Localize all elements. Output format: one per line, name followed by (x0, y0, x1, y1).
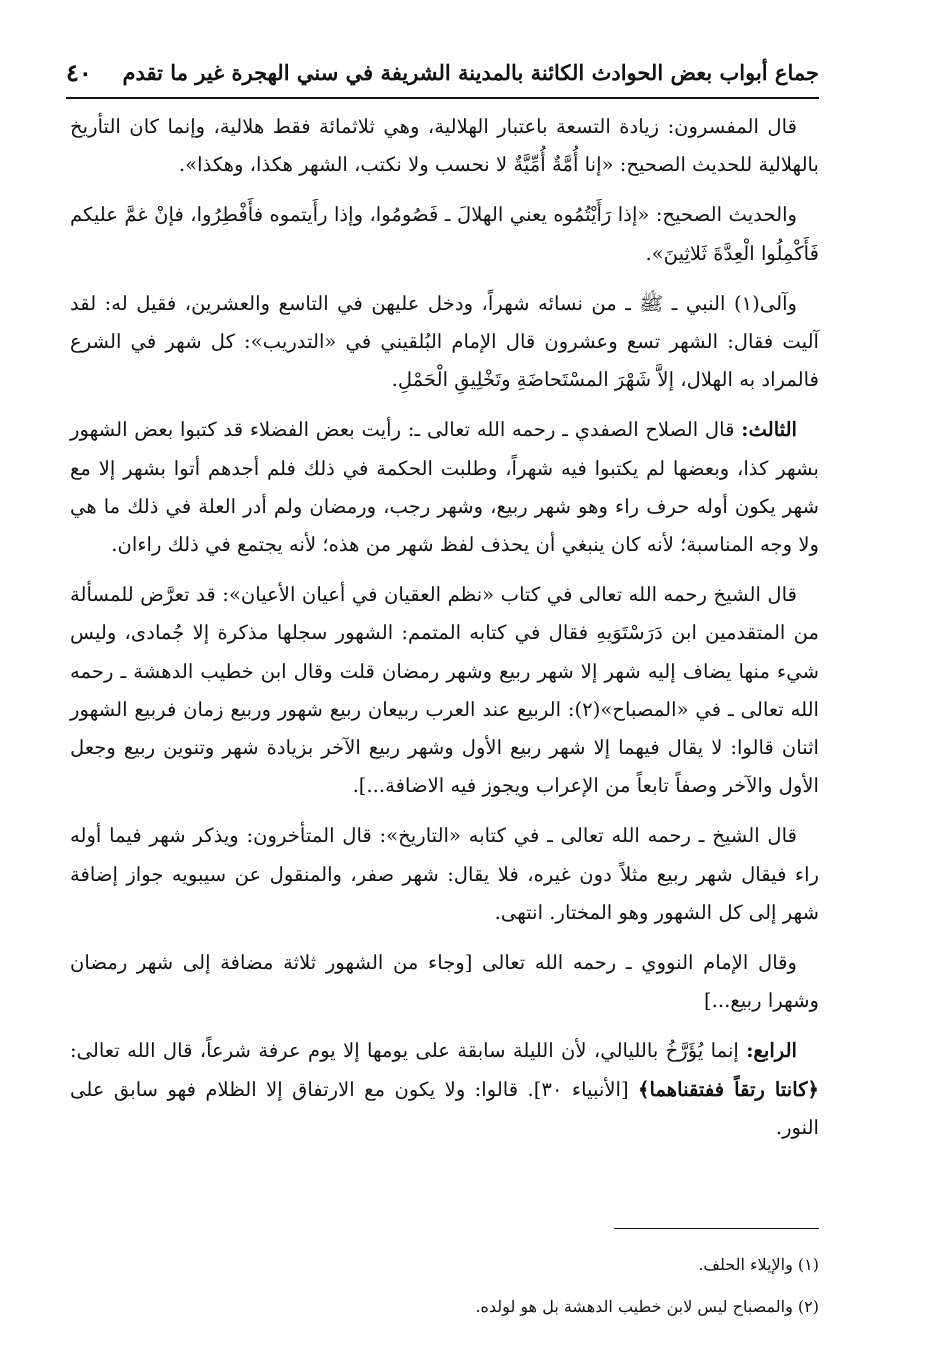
paragraph-6: قال الشيخ ـ رحمه الله تعالى ـ في كتابه «التاريخ»: قال المتأخرون: ويذكر شهر فيما أوله راء فيقال شهر ربيع مثلاً دون غيره، فلا يقال: شهر صفر، والمنقول عن سيبويه جواز إضافة شهر إلى كل الشهور وهو المختار. انتهى. (70, 824, 819, 924)
paragraph-8-text-a: إنما يُؤَرَّخُ بالليالي، لأن الليلة سابقة على يومها إلا يوم عرفة شرعاً، قال الله تعالى: (70, 1039, 747, 1063)
footnote-1: (١) والإيلاء الحلف. (698, 1255, 819, 1274)
paragraph-7: وقال الإمام النووي ـ رحمه الله تعالى [وجاء من الشهور ثلاثة مضافة إلى شهر رمضان وشهرا ربيع...] (70, 951, 819, 1013)
header-rule (66, 97, 819, 99)
paragraph-8 (70, 1032, 819, 1147)
paragraph-2: والحديث الصحيح: «إذا رَأَيْتُمُوه يعني الهلالَ ـ فَصُومُوا، وإذا رأَيتموه فأَفْطِرُوا، فإنْ غمَّ عليكم فَأَكْمِلُوا الْعِدَّةَ ثَلاثِينَ». (70, 203, 819, 265)
footnote-rule (614, 1228, 819, 1229)
paragraph-5: قال الشيخ رحمه الله تعالى في كتاب «نظم العقيان في أعيان الأعيان»: قد تعرَّض للمسألة من المتقدمين ابن دَرَسْتَوَيهِ فقال في كتابه المتمم: الشهور سجلها مذكرة إلا جُمادى، وليس شيء منها يضاف إليه شهر إلا شهر ربيع وشهر رمضان قلت وقال ابن خطيب الدهشة ـ رحمه الله تعالى ـ في «المصباح»(٢): الربيع عند العرب ربيعان ربيع شهور وربيع زمان فربيع الشهور اثنان قالوا: لا يقال فيهما إلا شهر ربيع الأول وشهر ربيع الآخر بزيادة شهر وتنوين ربيع وجعل الأول والآخر وصفاً تابعاً من الإعراب ويجوز فيه الاضافة...]. (70, 583, 819, 798)
paragraph-3: وآلى(١) النبي ـ ﷺ ـ من نسائه شهراً، ودخل عليهن في التاسع والعشرين، فقيل له: لقد آليت فقال: الشهر تسع وعشرون قال الإمام البُلقيني في «التدريب»: كل شهر في الشرع فالمراد به الهلال، إلاَّ شَهْرَ المسْتَحاضَةِ وتَخْلِيقِ الْحَمْلِ. (70, 291, 819, 392)
running-title: جماع أبواب بعض الحوادث الكائنة بالمدينة الشريفة في سني الهجرة غير ما تقدم (122, 59, 819, 85)
paragraph-4 (70, 411, 819, 564)
page-number: ٤٠ (66, 57, 92, 87)
footnotes (70, 1244, 819, 1328)
paragraph-8-text-b: [الأنبياء ٣٠]. قالوا: ولا يكون مع الارتفاق إلا الظلام فهو سابق على النور. (70, 1077, 819, 1139)
footnote-2: (٢) والمصباح ليس لابن خطيب الدهشة بل هو لولده. (475, 1297, 819, 1316)
paragraph-1: قال المفسرون: زيادة التسعة باعتبار الهلالية، وهي ثلاثمائة فقط هلالية، وإنما كان التأريخ بالهلالية للحديث الصحيح: «إنا أُمَّةٌ أُمِّيَّةٌ لا نحسب ولا نكتب، الشهر هكذا، وهكذا». (70, 115, 819, 177)
quran-quote: ﴿كانتا رتقاً ففتقناهما﴾ (638, 1077, 820, 1101)
main-text (70, 108, 819, 1152)
page-header (66, 50, 819, 94)
section-label-fourth: الرابع: (746, 1039, 797, 1063)
section-label-third: الثالث: (741, 418, 797, 442)
paragraph-4-text: قال الصلاح الصفدي ـ رحمه الله تعالى ـ: رأيت بعض الفضلاء قد كتبوا بعض الشهور بشهر كذا، وبعضها لم يكتبوا فيه شهراً، وطلبت الحكمة في ذلك فلم أجدهم أتوا بشهر إلا مع شهر يكون أوله حرف راء وهو شهر ربيع، وشهر رجب، ورمضان ولم أدر العلة في ذلك ما هي ولا وجه المناسبة؛ لأنه كان ينبغي أن يحذف لفظ شهر من هذه؛ لأنه يجتمع في ذلك راءان. (70, 418, 819, 557)
